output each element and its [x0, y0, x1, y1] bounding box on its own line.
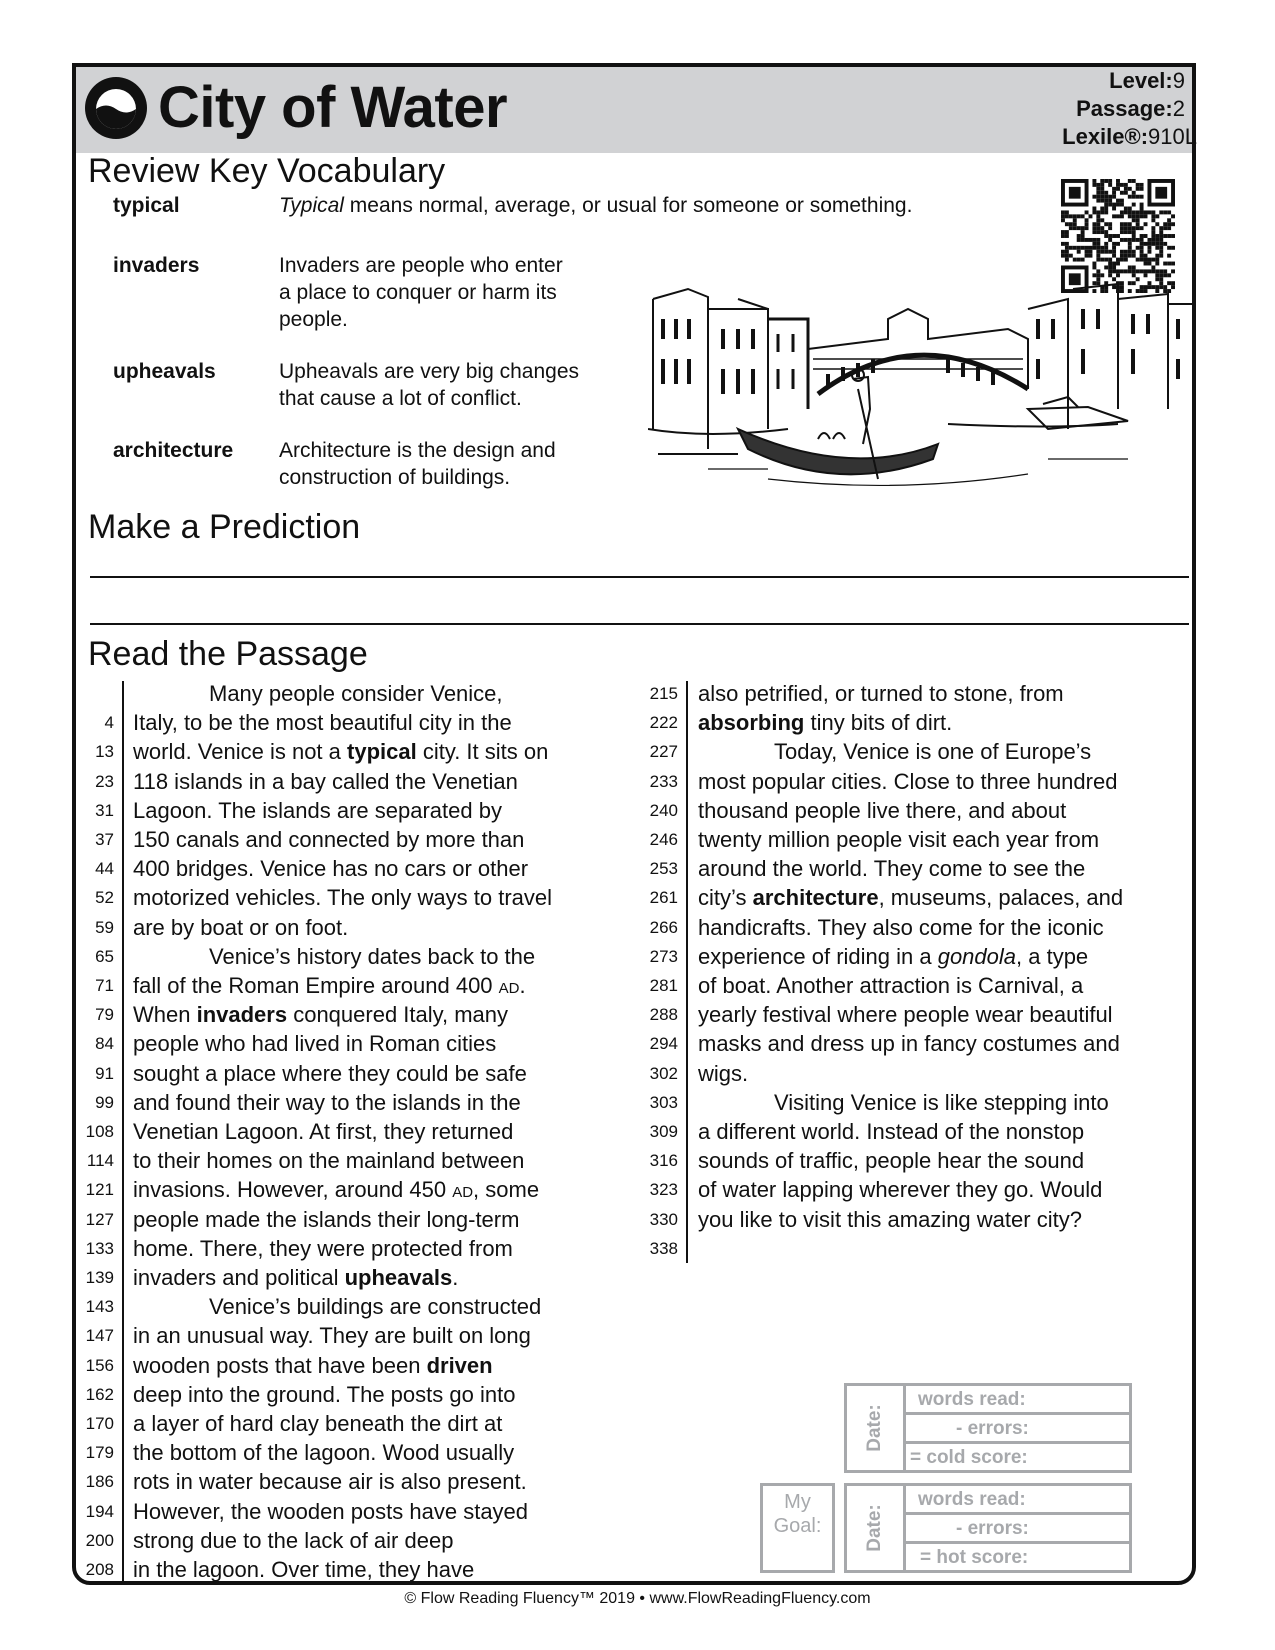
word-count: 114 — [86, 1151, 114, 1171]
vocab-word: typical — [347, 739, 417, 765]
passage-line — [698, 971, 1083, 1000]
level-label: Level: — [1109, 68, 1173, 93]
text-segment: a place to conquer or harm its — [279, 281, 557, 304]
text-segment: Venice’s buildings are constructed — [209, 1294, 542, 1320]
passage-line — [698, 1146, 1084, 1175]
text-segment: and found their way to the islands in the — [133, 1089, 521, 1115]
level-info — [1109, 67, 1185, 95]
flow-wave-logo-icon — [84, 76, 148, 140]
word-count: 330 — [649, 1209, 678, 1229]
word-count: 44 — [95, 859, 114, 879]
hot-score[interactable] — [906, 1544, 1129, 1573]
text-segment: of boat. Another attraction is Carnival, a — [698, 973, 1084, 998]
text-segment: conquered Italy, many — [287, 1002, 509, 1028]
line-number-divider — [122, 681, 124, 1584]
text-segment: in an unusual way. They are built on long — [133, 1323, 531, 1349]
hot-words-read[interactable] — [906, 1486, 1129, 1515]
passage-line — [133, 1059, 527, 1088]
word-count: 23 — [95, 771, 114, 791]
passage-line — [774, 1088, 1109, 1117]
text-segment: wigs. — [698, 1060, 749, 1086]
text-segment: AD — [452, 1184, 474, 1202]
vocab-definition-line — [279, 385, 522, 412]
passage-line — [698, 796, 1066, 825]
word-count: 179 — [85, 1443, 114, 1463]
word-count: 240 — [649, 800, 678, 820]
passage-line — [133, 1117, 513, 1146]
text-segment: tiny bits of dirt. — [804, 710, 953, 736]
text-segment: Architecture is the design and — [279, 439, 556, 462]
prediction-heading: Make a Prediction — [88, 508, 361, 546]
text-segment: motorized vehicles. The only ways to travel — [133, 885, 552, 911]
word-count: 79 — [95, 1005, 114, 1025]
passage-line — [133, 1409, 502, 1438]
passage-line — [133, 737, 548, 766]
cold-words-read[interactable] — [906, 1386, 1129, 1415]
text-segment: invasions. However, around 450 — [133, 1177, 453, 1203]
passage-line — [133, 1497, 528, 1526]
hot-date-cell[interactable] — [847, 1486, 906, 1570]
text-segment: Today, Venice is one of Europe’s — [774, 739, 1092, 765]
text-segment: also petrified, or turned to stone, from — [698, 681, 1064, 706]
text-segment: AD — [498, 980, 520, 997]
text-segment: the bottom of the lagoon. Wood usually — [133, 1440, 515, 1466]
word-count: 222 — [649, 713, 678, 733]
word-count: 233 — [649, 771, 678, 791]
passage-line — [698, 708, 952, 737]
passage-line — [133, 1205, 519, 1234]
word-count: 281 — [649, 976, 678, 995]
text-segment: a different world. Instead of the nonstop — [698, 1119, 1085, 1144]
word-count: 162 — [85, 1384, 114, 1404]
text-segment: , some — [473, 1177, 540, 1203]
text-segment: Venetian Lagoon. At first, they returned — [133, 1119, 514, 1144]
word-count: 31 — [95, 800, 114, 820]
word-count: 338 — [649, 1238, 678, 1258]
passage-line — [133, 1263, 458, 1292]
cold-score-label: = cold score: — [910, 1447, 1028, 1468]
vocab-term: upheavals — [113, 360, 216, 383]
text-segment: construction of buildings. — [279, 466, 511, 489]
text-segment: you like to visit this amazing water city? — [698, 1206, 1082, 1232]
text-segment: However, the wooden posts have stayed — [133, 1498, 529, 1524]
word-count: 273 — [649, 946, 678, 966]
text-segment: rots in water because air is also present. — [133, 1469, 527, 1495]
hot-score-label: = hot score: — [920, 1547, 1029, 1568]
passage-line — [133, 1555, 474, 1584]
text-segment: wooden posts that have been — [133, 1352, 427, 1378]
text-segment: people. — [279, 308, 348, 331]
passage-line — [209, 1292, 541, 1321]
passage-line — [133, 1467, 527, 1496]
passage-value: 2 — [1172, 96, 1185, 121]
word-count: 261 — [649, 888, 678, 908]
hot-errors[interactable] — [906, 1515, 1129, 1544]
passage-line — [133, 883, 552, 912]
word-count: 4 — [104, 713, 114, 733]
passage-line — [133, 971, 526, 1003]
word-count: 309 — [649, 1122, 678, 1141]
text-segment: means normal, average, or usual for someone or something. — [343, 194, 913, 217]
word-count: 133 — [85, 1238, 114, 1258]
passage-line — [133, 1234, 513, 1263]
passage-line — [698, 854, 1085, 883]
passage-line — [133, 1029, 496, 1058]
text-segment: , museums, palaces, and — [878, 885, 1124, 911]
text-segment: . — [519, 973, 526, 998]
passage-line — [133, 1321, 531, 1350]
word-count: 288 — [649, 1005, 678, 1025]
passage-info — [1076, 95, 1185, 123]
goal-box[interactable] — [760, 1483, 835, 1573]
passage-line — [698, 679, 1064, 708]
text-segment: around the world. They come to see the — [698, 856, 1086, 882]
word-count: 65 — [95, 946, 114, 966]
vocab-definition-line — [279, 464, 510, 491]
word-count: 294 — [649, 1034, 678, 1054]
word-count: 246 — [649, 830, 678, 849]
cold-read-score-box — [844, 1383, 1132, 1473]
passage-line — [133, 1438, 514, 1467]
date-label: Date: — [864, 1404, 885, 1452]
vocab-definition-line — [279, 437, 556, 464]
word-count: 84 — [95, 1034, 114, 1054]
word-count: 71 — [95, 976, 114, 995]
word-count: 91 — [95, 1063, 114, 1083]
cold-score[interactable] — [906, 1444, 1129, 1473]
passage-label: Passage: — [1076, 96, 1173, 121]
text-segment: . — [452, 1265, 459, 1290]
word-count: 37 — [95, 830, 114, 849]
prediction-line-1[interactable] — [90, 576, 1189, 578]
vocab-term: typical — [113, 194, 180, 217]
text-segment: most popular cities. Close to three hundred — [698, 768, 1118, 794]
word-count: 13 — [95, 742, 114, 762]
text-segment: to their homes on the mainland between — [133, 1148, 525, 1174]
passage-line — [774, 737, 1091, 766]
text-segment: Many people consider Venice, — [209, 681, 503, 706]
text-segment: handicrafts. They also come for the iconic — [698, 914, 1104, 940]
passage-line — [133, 708, 512, 737]
cold-errors[interactable] — [906, 1415, 1129, 1444]
passage-line — [698, 942, 1088, 971]
text-segment: invaders and political — [133, 1265, 345, 1290]
passage-line — [133, 1146, 524, 1175]
text-segment: world. Venice is not a — [133, 739, 348, 765]
text-segment: sounds of traffic, people hear the sound — [698, 1148, 1085, 1174]
text-segment: in the lagoon. Over time, they have — [133, 1557, 475, 1582]
vocab-word: absorbing — [698, 710, 805, 736]
vocab-word: upheavals — [344, 1265, 453, 1290]
venice-illustration — [648, 279, 1196, 527]
passage-line — [698, 767, 1117, 796]
date-label: Date: — [864, 1504, 885, 1552]
vocab-definition-line — [279, 358, 579, 385]
passage-line — [133, 796, 502, 825]
vocab-word: invaders — [196, 1002, 288, 1028]
text-segment: strong due to the lack of air deep — [133, 1527, 454, 1553]
passage-line — [209, 679, 503, 708]
word-count: 156 — [85, 1355, 114, 1375]
passage-line — [698, 825, 1099, 854]
word-count: 52 — [95, 888, 114, 908]
text-segment: masks and dress up in fancy costumes and — [698, 1031, 1120, 1057]
qr-code-icon[interactable] — [1059, 179, 1177, 293]
text-segment: Upheavals are very big changes — [279, 360, 580, 383]
vocab-definition-line — [279, 192, 912, 219]
vocab-term: invaders — [113, 254, 200, 277]
passage-line — [133, 767, 518, 796]
word-count: 215 — [649, 684, 678, 703]
passage-line — [698, 1117, 1084, 1146]
passage-line — [209, 942, 535, 971]
passage-line — [133, 825, 524, 854]
words-read-label: words read: — [918, 1489, 1026, 1510]
text-segment: gondola — [937, 943, 1017, 969]
text-segment: deep into the ground. The posts go into — [133, 1381, 516, 1407]
words-read-label: words read: — [918, 1389, 1026, 1410]
word-count: 200 — [85, 1530, 114, 1550]
word-count: 143 — [85, 1297, 114, 1317]
text-segment: Italy, to be the most beautiful city in the — [133, 710, 512, 736]
text-segment: are by boat or on foot. — [133, 914, 349, 940]
text-segment: people who had lived in Roman cities — [133, 1031, 497, 1057]
text-segment: , a type — [1016, 943, 1089, 969]
text-segment: Invaders are people who enter — [279, 254, 563, 277]
text-segment: people made the islands their long-term — [133, 1206, 520, 1232]
lexile-value: 910L — [1148, 124, 1197, 149]
vocab-word: driven — [426, 1352, 493, 1378]
text-segment: city’s — [698, 885, 753, 911]
text-segment: Visiting Venice is like stepping into — [774, 1089, 1109, 1115]
word-count: 121 — [85, 1180, 114, 1200]
line-number-divider — [686, 681, 688, 1263]
text-segment: thousand people live there, and about — [698, 797, 1067, 823]
cold-date-cell[interactable] — [847, 1386, 906, 1470]
passage-line — [133, 1000, 508, 1029]
errors-label: - errors: — [956, 1518, 1029, 1539]
passage-line — [698, 1175, 1102, 1204]
lexile-label: Lexile®: — [1062, 124, 1149, 149]
goal-label-goal: Goal: — [773, 1515, 822, 1537]
vocab-heading: Review Key Vocabulary — [88, 152, 446, 190]
prediction-line-2[interactable] — [90, 623, 1189, 625]
text-segment: 150 canals and connected by more than — [133, 827, 525, 852]
text-segment: fall of the Roman Empire around 400 — [133, 973, 499, 998]
text-segment: 400 bridges. Venice has no cars or other — [133, 856, 529, 882]
passage-line — [133, 1526, 453, 1555]
word-count: 303 — [649, 1092, 678, 1112]
passage-line — [133, 1175, 539, 1207]
word-count: 99 — [95, 1092, 114, 1112]
text-segment: a layer of hard clay beneath the dirt at — [133, 1411, 503, 1436]
passage-line — [698, 1029, 1120, 1058]
level-value: 9 — [1172, 68, 1185, 93]
word-count: 147 — [85, 1326, 114, 1346]
passage-line — [133, 1351, 493, 1380]
vocab-definition-line — [279, 279, 557, 306]
footer-copyright: © Flow Reading Fluency™ 2019 • www.FlowReadingFluency.com — [404, 1590, 871, 1607]
page-title: City of Water — [158, 75, 508, 140]
text-segment: experience of riding in a — [698, 943, 938, 969]
word-count: 253 — [649, 859, 678, 879]
passage-line — [698, 1205, 1082, 1234]
word-count: 186 — [85, 1472, 114, 1492]
text-segment: When — [133, 1002, 197, 1028]
text-segment: yearly festival where people wear beautiful — [698, 1002, 1113, 1028]
text-segment: 118 islands in a bay called the Venetian — [133, 768, 518, 794]
text-segment: city. It sits on — [416, 739, 549, 765]
word-count: 302 — [649, 1063, 678, 1083]
vocab-term: architecture — [113, 439, 234, 462]
passage-line — [698, 913, 1104, 942]
word-count: 194 — [85, 1501, 114, 1521]
text-segment: of water lapping wherever they go. Would — [698, 1177, 1103, 1203]
lexile-info — [1062, 123, 1197, 151]
word-count: 208 — [85, 1560, 114, 1579]
text-segment: Lagoon. The islands are separated by — [133, 797, 502, 823]
word-count: 108 — [85, 1122, 114, 1141]
word-count: 127 — [85, 1209, 114, 1229]
vocab-definition-line — [279, 306, 348, 333]
word-count: 316 — [649, 1151, 678, 1171]
passage-line — [698, 883, 1123, 912]
word-count: 266 — [649, 917, 678, 937]
word-count: 59 — [95, 917, 114, 937]
passage-heading: Read the Passage — [88, 635, 368, 673]
passage-line — [133, 913, 348, 942]
hot-read-score-box — [844, 1483, 1132, 1573]
text-segment: twenty million people visit each year from — [698, 827, 1100, 852]
text-segment: Typical — [279, 194, 344, 217]
text-segment: home. There, they were protected from — [133, 1235, 513, 1261]
word-count: 170 — [85, 1414, 114, 1433]
text-segment: sought a place where they could be safe — [133, 1060, 527, 1086]
passage-line — [698, 1059, 748, 1088]
passage-line — [133, 1088, 521, 1117]
passage-line — [698, 1000, 1113, 1029]
text-segment: that cause a lot of conflict. — [279, 387, 522, 410]
word-count: 139 — [85, 1268, 114, 1287]
passage-line — [133, 854, 528, 883]
vocab-word: architecture — [752, 885, 879, 911]
errors-label: - errors: — [956, 1418, 1029, 1439]
word-count: 227 — [649, 742, 678, 762]
passage-line — [133, 1380, 515, 1409]
vocab-definition-line — [279, 252, 563, 279]
word-count: 323 — [649, 1180, 678, 1200]
text-segment: Venice’s history dates back to the — [209, 943, 536, 969]
goal-label-my: My — [784, 1491, 811, 1513]
